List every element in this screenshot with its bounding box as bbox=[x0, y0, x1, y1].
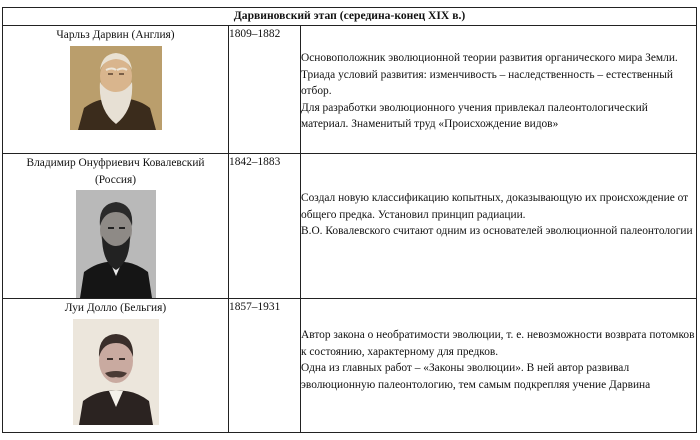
person-name: Владимир Онуфриевич Ковалевский (Россия) bbox=[26, 157, 205, 186]
table-row bbox=[3, 26, 697, 154]
person-cell bbox=[3, 299, 229, 433]
description-line: Создал новую классификацию копытных, доказывающую их происхождение от общего предка. Установил принцип радиации. bbox=[301, 192, 689, 221]
person-cell bbox=[3, 26, 229, 154]
description-line: Для разработки эволюционного учения привлекал палеонтологический материал. Знаменитый труд «Происхождение видов» bbox=[301, 101, 648, 131]
description-line: Триада условий развития: изменчивость – наследственность – естественный отбор. bbox=[301, 68, 674, 98]
description-line: Основоположник эволюционной теории развития органического мира Земли. bbox=[301, 52, 678, 64]
description-cell bbox=[301, 299, 697, 433]
portrait-darwin-icon bbox=[70, 46, 162, 130]
table-row bbox=[3, 299, 697, 433]
description-cell bbox=[301, 26, 697, 154]
description-line: В.О. Ковалевского считают одним из основателей эволюционной палеонтологии bbox=[301, 225, 693, 238]
table-row bbox=[3, 154, 697, 299]
portrait-dollo-icon bbox=[73, 319, 159, 425]
years-cell: 1842–1883 bbox=[229, 154, 301, 299]
description-line: Автор закона о необратимости эволюции, т. е. невозможности возврата потомков к состоянию, характерному для предков. bbox=[301, 329, 695, 358]
table-title: Дарвиновский этап (середина-конец XIX в.) bbox=[3, 8, 697, 26]
years-cell: 1809–1882 bbox=[229, 26, 301, 154]
description-cell bbox=[301, 154, 697, 299]
portrait-kovalevsky-icon bbox=[76, 190, 156, 298]
person-cell bbox=[3, 154, 229, 299]
description-line: Одна из главных работ – «Законы эволюции». В ней автор развивал эволюционную палеонтологию, тем самым подкрепляя учение Дарвина bbox=[301, 362, 651, 391]
person-name: Луи Долло (Бельгия) bbox=[64, 302, 167, 315]
person-name: Чарльз Дарвин (Англия) bbox=[56, 29, 175, 41]
years-cell: 1857–1931 bbox=[229, 299, 301, 433]
darwinian-stage-table bbox=[2, 7, 697, 433]
